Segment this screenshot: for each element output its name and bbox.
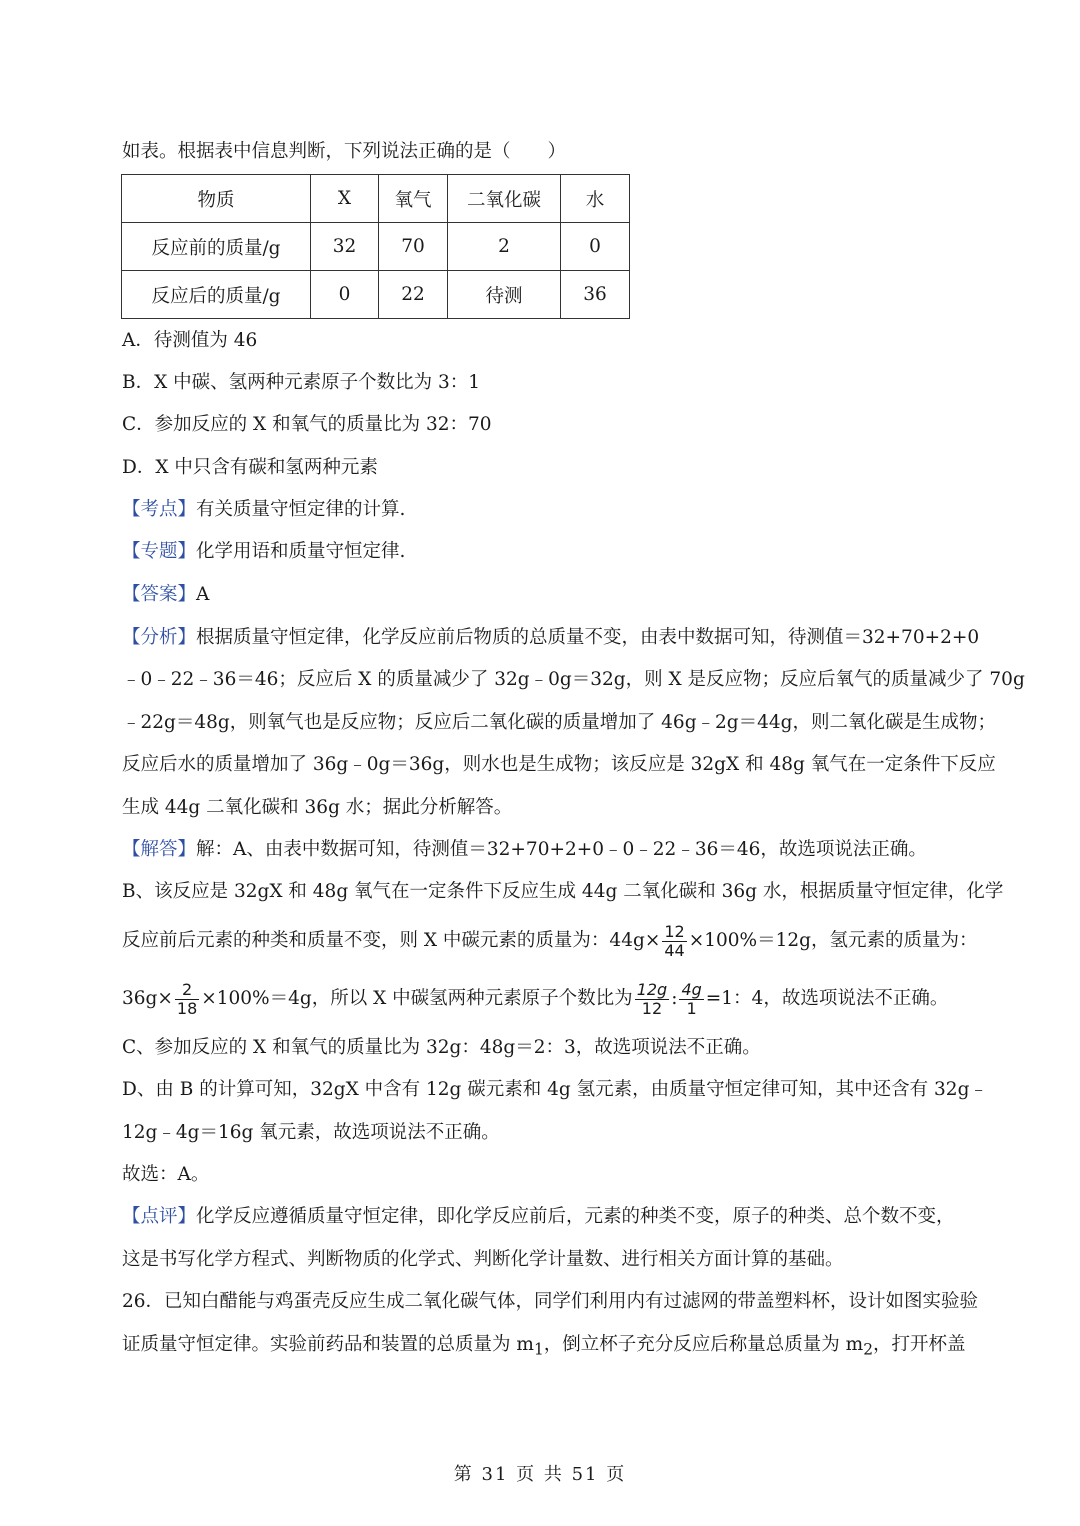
table-row [122, 223, 630, 271]
answer-section [122, 583, 209, 607]
fraction-denominator: 1 [686, 998, 697, 1018]
table-cell: 反应后的质量/g [122, 271, 311, 319]
table-cell: 22 [379, 271, 448, 319]
analysis-line [122, 626, 979, 650]
solution-line [122, 838, 927, 862]
zhuanti-text: 化学用语和质量守恒定律. [196, 541, 406, 562]
analysis-line: ﹣22g＝48g，则氧气也是反应物；反应后二氧化碳的质量增加了 46g﹣2g＝44g，则二氧化碳是生成物； [122, 712, 997, 733]
fraction-numerator: 12 [664, 921, 685, 941]
fraction-denominator: 44 [664, 940, 685, 960]
solution-line: C、参加反应的 X 和氧气的质量比为 32g：48g＝2：3，故选项说法不正确。 [122, 1037, 761, 1058]
analysis-line: 生成 44g 二氧化碳和 36g 水；据此分析解答。 [122, 797, 513, 818]
table-header-cell: 氧气 [379, 175, 448, 223]
ratio-colon: : [671, 988, 678, 1009]
table-header-row [122, 175, 630, 223]
fraction-2-18 [175, 981, 199, 1018]
page-footer: 第 31 页 共 51 页 [453, 1464, 627, 1485]
table-header-cell: 物质 [122, 175, 311, 223]
solution-tag: 【解答】 [122, 839, 197, 860]
question-26-line: 26．已知白醋能与鸡蛋壳反应生成二氧化碳气体，同学们利用内有过滤网的带盖塑料杯，设计如图实验验 [122, 1291, 979, 1312]
fraction-numerator: 2 [175, 981, 199, 1000]
table-cell: 32 [311, 223, 379, 271]
solution-text: 解：A、由表中数据可知，待测值＝32+70+2+0﹣0﹣22﹣36＝46，故选项说法正确。 [196, 839, 927, 860]
table-cell: 0 [561, 223, 630, 271]
question-26-text: 证质量守恒定律。实验前药品和装置的总质量为 m [122, 1334, 534, 1355]
question-26-text: ，倒立杯子充分反应后称量总质量为 m [543, 1334, 864, 1355]
kaodian-section [122, 498, 405, 522]
solution-line: 故选：A。 [122, 1164, 210, 1185]
solution-line: B、该反应是 32gX 和 48g 氧气在一定条件下反应生成 44g 二氧化碳和 36g 水，根据质量守恒定律，化学 [122, 881, 1004, 902]
solution-line: D、由 B 的计算可知，32gX 中含有 12g 碳元素和 4g 氢元素，由质量守恒定律可知，其中还含有 32g﹣ [122, 1079, 988, 1100]
table-cell: 2 [448, 223, 561, 271]
fraction-denominator: 12 [641, 998, 663, 1018]
fraction-numerator: 12g [636, 979, 668, 999]
question-26-text: ，打开杯盖 [873, 1334, 966, 1355]
fraction-12g-12 [635, 981, 670, 1018]
review-tag: 【点评】 [122, 1206, 197, 1227]
solution-line: 12g﹣4g＝16g 氧元素，故选项说法不正确。 [122, 1122, 500, 1143]
solution-text: ×100%＝12g，氢元素的质量为： [688, 930, 978, 951]
review-line: 这是书写化学方程式、判断物质的化学式、判断化学计量数、进行相关方面计算的基础。 [122, 1249, 844, 1270]
option-c: C．参加反应的 X 和氧气的质量比为 32：70 [122, 414, 492, 435]
option-a: A．待测值为 46 [122, 330, 258, 351]
solution-text: 反应前后元素的种类和质量不变，则 X 中碳元素的质量为：44g× [122, 930, 661, 951]
kaodian-tag: 【考点】 [122, 499, 197, 520]
option-b: B．X 中碳、氢两种元素原子个数比为 3：1 [122, 372, 481, 393]
table-header-cell: 水 [561, 175, 630, 223]
analysis-text: 根据质量守恒定律，化学反应前后物质的总质量不变，由表中数据可知，待测值＝32+70+2+0 [196, 627, 980, 648]
table-header-cell: X [311, 175, 379, 223]
table-row [122, 271, 630, 319]
table-cell: 36 [561, 271, 630, 319]
table-cell: 反应前的质量/g [122, 223, 311, 271]
question-intro: 如表。根据表中信息判断，下列说法正确的是（ ） [122, 141, 567, 162]
question-26-line [122, 1333, 966, 1362]
fraction-denominator: 18 [176, 998, 198, 1018]
solution-line [122, 920, 977, 962]
subscript-2: 2 [863, 1340, 873, 1359]
fraction-12-44 [662, 923, 686, 960]
fraction-4g-1 [679, 981, 703, 1018]
solution-text: =1：4，故选项说法不正确。 [705, 988, 949, 1009]
mass-table [121, 174, 630, 319]
fraction-numerator: 4g [681, 979, 702, 999]
review-line [122, 1205, 955, 1229]
analysis-tag: 【分析】 [122, 627, 197, 648]
analysis-line: 反应后水的质量增加了 36g﹣0g＝36g，则水也是生成物；该反应是 32gX 和 48g 氧气在一定条件下反应 [122, 754, 996, 775]
solution-line [122, 978, 948, 1020]
zhuanti-section [122, 540, 405, 564]
table-cell: 待测 [448, 271, 561, 319]
table-cell: 0 [311, 271, 379, 319]
table-cell: 70 [379, 223, 448, 271]
zhuanti-tag: 【专题】 [122, 541, 197, 562]
table-header-cell: 二氧化碳 [448, 175, 561, 223]
review-text: 化学反应遵循质量守恒定律，即化学反应前后，元素的种类不变，原子的种类、总个数不变， [196, 1206, 955, 1227]
kaodian-text: 有关质量守恒定律的计算. [196, 499, 406, 520]
option-d: D．X 中只含有碳和氢两种元素 [122, 457, 378, 478]
solution-text: ×100%＝4g，所以 X 中碳氢两种元素原子个数比为 [201, 988, 633, 1009]
solution-text: 36g× [122, 988, 173, 1009]
subscript-1: 1 [533, 1340, 544, 1359]
answer-tag: 【答案】 [122, 584, 197, 605]
analysis-line: ﹣0﹣22﹣36＝46；反应后 X 的质量减少了 32g﹣0g＝32g，则 X 是反应物；反应后氧气的质量减少了 70g [122, 669, 1025, 690]
answer-text: A [196, 584, 210, 605]
